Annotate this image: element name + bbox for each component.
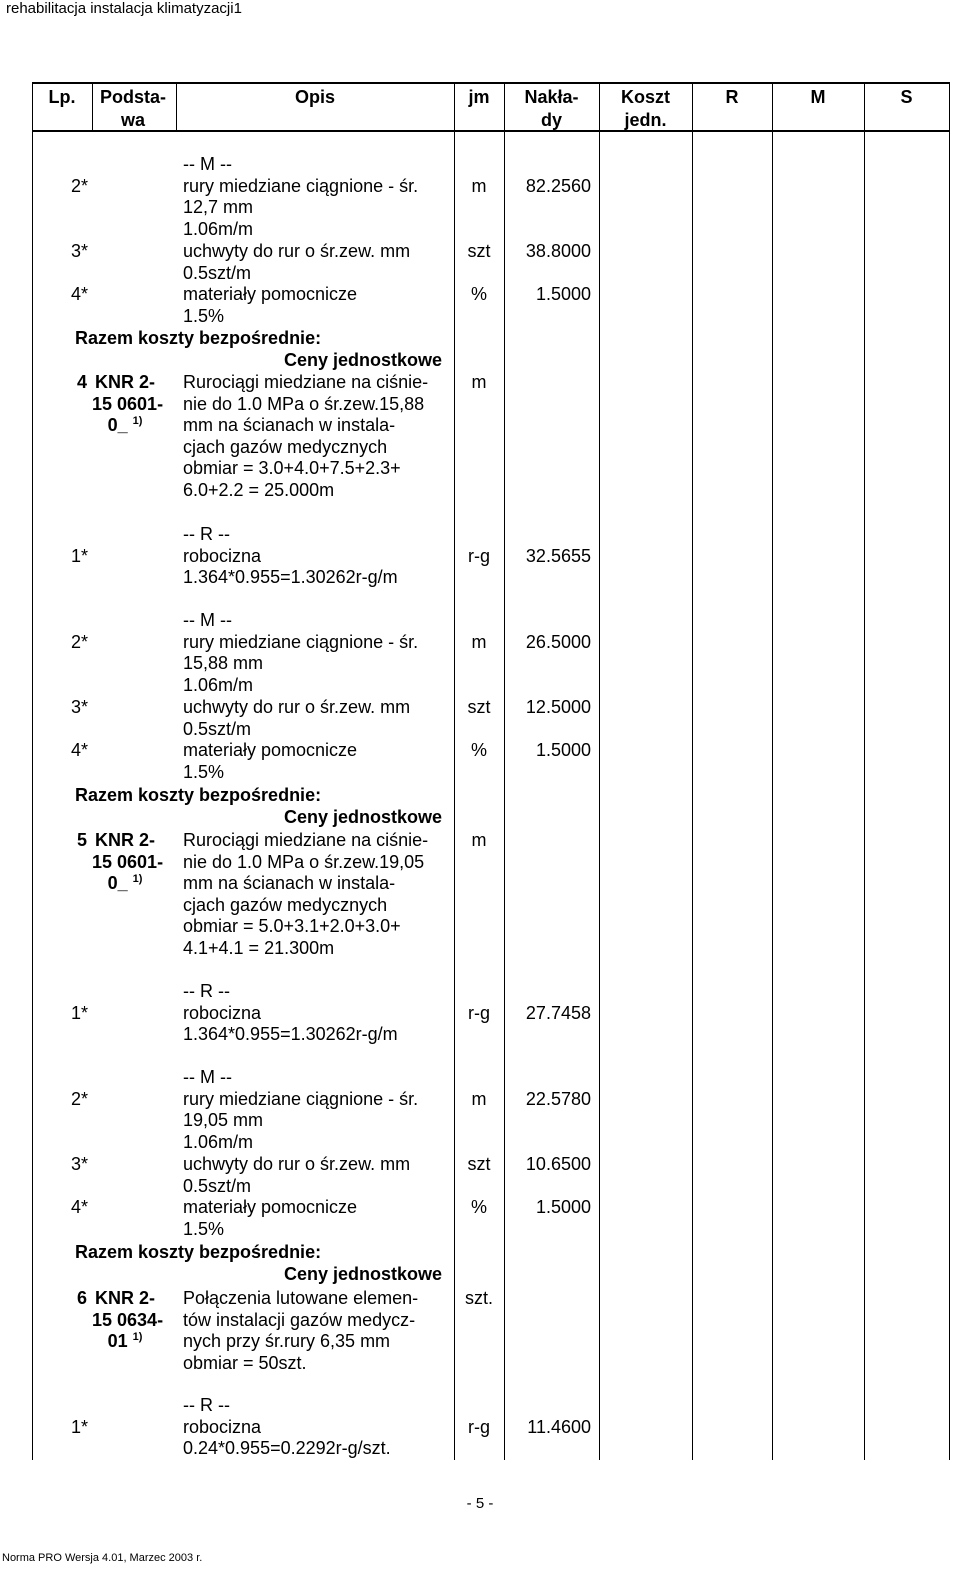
table-top-border [32,82,950,84]
resource-quantity: 27.7458 [525,1003,591,1023]
col-border [92,82,93,132]
program-footer: Norma PRO Wersja 4.01, Marzec 2003 r. [2,1552,203,1564]
position-lp: 4 [76,372,87,392]
resource-quantity: 82.2560 [525,176,591,196]
position-unit: m [471,372,487,392]
resource-lp: 4* [70,284,88,304]
resource-quantity: 32.5655 [525,546,591,566]
header-lp: Lp. [48,87,76,107]
position-lp: 6 [76,1288,87,1308]
resource-unit: % [470,740,487,760]
header-s: S [900,87,913,107]
header-r: R [725,87,739,107]
direct-costs-label: Razem koszty bezpośrednie: [75,328,322,348]
position-description: Rurociągi miedziane na ciśnie- nie do 1.0 MPa o śr.zew.19,05 mm na ścianach w instala- cjach gazów medycznych obmiar = 5.0+3.1+2.0+3.0+ 4.1+4.1 = 21.300m [183,830,429,958]
position-basis: KNR 2- 15 0601- 0_ $^{1)}$ [92,830,164,894]
resource-quantity: 1.5000 [535,284,591,304]
direct-costs-label: Razem koszty bezpośrednie: [75,1242,322,1262]
resource-unit: szt [467,1154,491,1174]
position-description: Rurociągi miedziane na ciśnie- nie do 1.0 MPa o śr.zew.15,88 mm na ścianach w instala- cjach gazów medycznych obmiar = 3.0+4.0+7.5+2.3+ 6.0+2.2 = 25.000m [183,372,429,500]
resource-quantity: 26.5000 [525,632,591,652]
unit-prices-label: Ceny jednostkowe [283,350,442,370]
resource-quantity: 10.6500 [525,1154,591,1174]
resource-unit: m [471,632,487,652]
resource-lp: 3* [70,697,88,717]
header-bottom-border [32,130,950,132]
resource-lp: 1* [70,546,88,566]
resource-unit: m [471,1089,487,1109]
resource-lp: 1* [70,1003,88,1023]
resource-lp: 2* [70,1089,88,1109]
col-border [949,82,950,1460]
resource-unit: % [470,284,487,304]
direct-costs-label: Razem koszty bezpośrednie: [75,785,322,805]
header-opis: Opis [294,87,335,107]
position-lp: 5 [76,830,87,850]
resource-description: materiały pomocnicze 1.5% [183,1197,358,1239]
col-border [692,82,693,1460]
resource-lp: 3* [70,1154,88,1174]
footnote-marker: 1) [132,873,143,886]
resource-quantity: 11.4600 [527,1417,591,1437]
resource-description: uchwyty do rur o śr.zew. mm 0.5szt/m [183,697,411,739]
header-jm: jm [468,87,490,107]
resource-description: -- R -- robocizna 0.24*0.955=0.2292r-g/szt. [183,1395,391,1459]
position-unit: m [471,830,487,850]
resource-unit: m [471,176,487,196]
position-basis: KNR 2- 15 0601- 0_ $^{1)}$ [92,372,164,436]
resource-quantity: 38.8000 [525,241,591,261]
resource-quantity: 1.5000 [535,1197,591,1217]
header-podstawa: Podsta- wa [100,87,167,130]
resource-quantity: 12.5000 [525,697,591,717]
resource-quantity: 22.5780 [525,1089,591,1109]
resource-description: uchwyty do rur o śr.zew. mm 0.5szt/m [183,1154,411,1196]
resource-description: -- M -- rury miedziane ciągnione - śr. 19,05 mm 1.06m/m [183,1067,419,1152]
unit-prices-label: Ceny jednostkowe [283,807,442,827]
col-border [599,82,600,1460]
col-border [864,82,865,1460]
document-title: rehabilitacja instalacja klimatyzacji1 [6,0,242,17]
resource-description: -- R -- robocizna 1.364*0.955=1.30262r-g/m [183,524,398,588]
resource-lp: 1* [70,1417,88,1437]
resource-unit: szt [467,697,491,717]
page-number: - 5 - [466,1495,494,1512]
resource-lp: 4* [70,1197,88,1217]
resource-description: materiały pomocnicze 1.5% [183,284,358,326]
resource-unit: % [470,1197,487,1217]
resource-lp: 2* [70,632,88,652]
resource-quantity: 1.5000 [535,740,591,760]
resource-description: -- R -- robocizna 1.364*0.955=1.30262r-g/m [183,981,398,1045]
resource-description: uchwyty do rur o śr.zew. mm 0.5szt/m [183,241,411,283]
resource-lp: 4* [70,740,88,760]
resource-unit: r-g [468,1003,490,1023]
resource-unit: r-g [468,1417,490,1437]
position-description: Połączenia lutowane elemen- tów instalacji gazów medycz- nych przy śr.rury 6,35 mm obmiar = 50szt. [183,1288,419,1373]
col-border [772,82,773,1460]
resource-description: -- M -- rury miedziane ciągnione - śr. 15,88 mm 1.06m/m [183,610,419,695]
footnote-marker: 1) [132,1331,143,1344]
resource-unit: r-g [468,546,490,566]
header-naklady: Nakła- dy [524,87,579,130]
resource-description: materiały pomocnicze 1.5% [183,740,358,782]
resource-unit: szt [467,241,491,261]
resource-lp: 3* [70,241,88,261]
position-basis: KNR 2- 15 0634- 01 $^{1)}$ [92,1288,164,1352]
resource-description: -- M -- rury miedziane ciągnione - śr. 12,7 mm 1.06m/m [183,154,419,239]
footnote-marker: 1) [132,415,143,428]
position-unit: szt. [464,1288,493,1308]
resource-lp: 2* [70,176,88,196]
header-koszt: Koszt jedn. [621,87,670,130]
header-m: M [810,87,826,107]
unit-prices-label: Ceny jednostkowe [283,1264,442,1284]
